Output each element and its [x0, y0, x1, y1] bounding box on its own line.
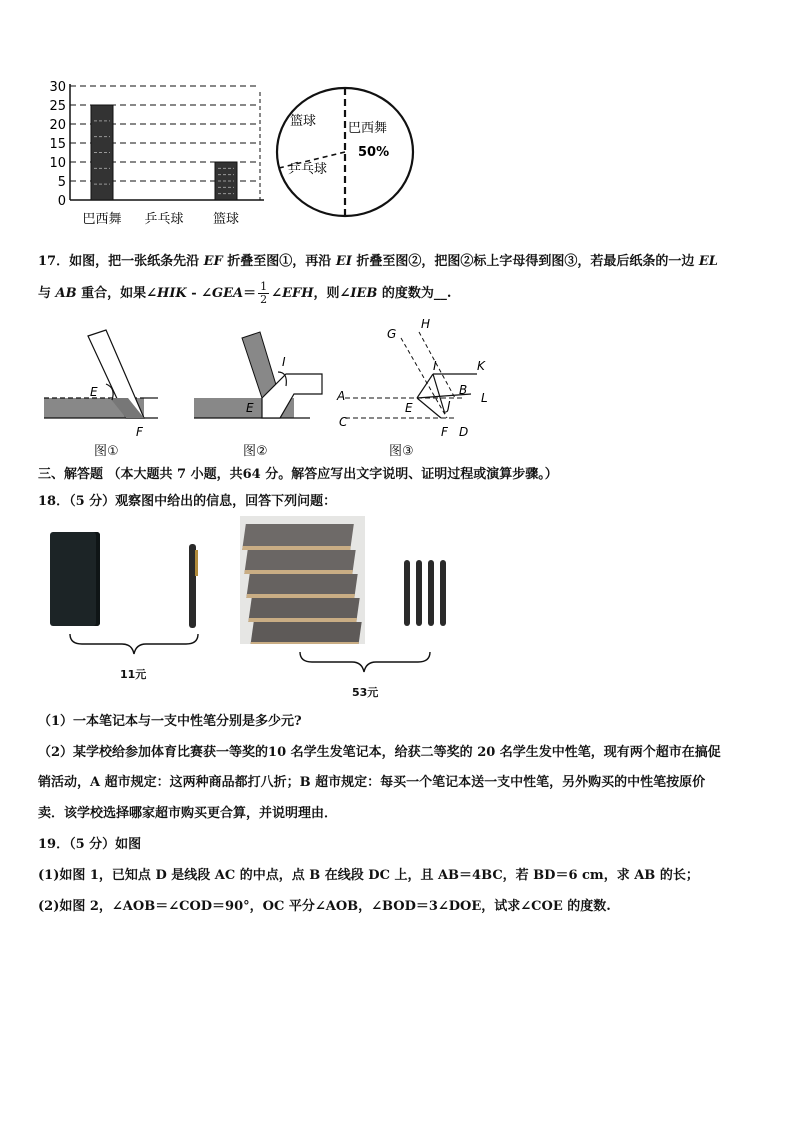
pie-label-brazil-dance: 巴西舞	[348, 121, 388, 136]
bar-chart	[40, 78, 270, 230]
y-tick-label: 20	[49, 118, 66, 133]
q18-sub2-line3: 卖．该学校选择哪家超市购买更合算，并说明理由．	[38, 806, 338, 821]
y-tick-label: 30	[49, 80, 66, 95]
q19-part2: (2)如图 2，∠AOB＝∠COD＝90°，OC 平分∠AOB，∠BOD＝3∠DOE，试求∠COE 的度数.	[38, 899, 611, 914]
svg-text:F: F	[441, 425, 448, 439]
q18-sub2-line1: （2）某学校给参加体育比赛获一等奖的10 名学生发笔记本，给获二等奖的 20 名学生发中性笔，现有两个超市在搞促	[38, 745, 721, 760]
q19-title: 19．（5 分）如图	[38, 837, 142, 852]
four-pens-image	[402, 560, 452, 628]
svg-text:G: G	[387, 327, 397, 341]
q18-sub2-line2: 销活动，A 超市规定：这两种商品都打八折；B 超市规定：每买一个笔记本送一支中性笔，另外购买的中性笔按原价	[38, 775, 706, 790]
notebook-image	[50, 532, 100, 626]
q17-line1: 17．如图，把一张纸条先沿 EF 折叠至图①，再沿 EI 折叠至图②，把图②标上字母得到图③，若最后纸条的一边 EL	[38, 254, 718, 269]
svg-text:B: B	[459, 383, 468, 397]
y-tick-label: 25	[49, 99, 66, 114]
svg-text:E: E	[90, 385, 98, 399]
q17-figure-2	[190, 326, 330, 438]
svg-text:L: L	[481, 391, 488, 405]
y-tick-label: 10	[49, 156, 66, 171]
pie-label-pingpong: 乒乓球	[288, 162, 328, 177]
pie-label-basketball: 篮球	[290, 114, 317, 129]
y-tick-label: 5	[57, 175, 66, 190]
svg-text:J: J	[447, 399, 451, 413]
price-label-11: 11元	[120, 668, 147, 681]
fig3-caption: 图③	[389, 444, 414, 459]
brace-2	[298, 650, 432, 676]
svg-text:I: I	[282, 355, 286, 369]
svg-text:D: D	[459, 425, 469, 439]
pie-chart	[270, 80, 420, 225]
q17-line2: 与 AB 重合，如果∠HIK - ∠GEA＝ $\frac{1}{2}$ ∠EFH，则∠IEB 的度数为__.	[38, 280, 452, 306]
q17-figure-1	[40, 326, 170, 438]
svg-text:K: K	[477, 359, 485, 373]
svg-text:E: E	[405, 401, 413, 415]
x-category-label: 巴西舞	[82, 212, 122, 227]
svg-text:F: F	[136, 425, 143, 438]
y-tick-label: 15	[49, 137, 66, 152]
svg-text:C: C	[339, 415, 348, 429]
bar-chart-bars	[82, 105, 239, 227]
brace-1	[68, 632, 200, 658]
svg-text:A: A	[337, 389, 346, 403]
q17-figure-3	[335, 314, 500, 440]
pie-label-percent: 50%	[358, 145, 390, 160]
svg-text:E: E	[246, 401, 254, 415]
q18-sub1: （1）一本笔记本与一支中性笔分别是多少元?	[38, 714, 302, 729]
fig2-caption: 图②	[243, 444, 268, 459]
section-3-heading: 三、解答题 （本大题共 7 小题，共64 分。解答应写出文字说明、证明过程或演算步骤。）	[38, 467, 558, 482]
pen-image	[186, 544, 200, 628]
fraction-one-half: $\frac{1}{2}$	[260, 280, 268, 306]
x-category-label: 篮球	[212, 212, 240, 227]
q19-part1: (1)如图 1，已知点 D 是线段 AC 的中点，点 B 在线段 DC 上，且 AB＝4BC，若 BD＝6 cm，求 AB 的长；	[38, 868, 699, 883]
svg-text:H: H	[421, 317, 431, 331]
notebook-stack-image	[240, 516, 365, 644]
svg-text:I: I	[433, 359, 437, 373]
x-category-label: 乒乓球	[144, 212, 184, 227]
fig1-caption: 图①	[94, 444, 119, 459]
price-label-53: 53元	[352, 686, 379, 699]
y-tick-label: 0	[57, 194, 66, 209]
q18-title: 18．（5 分）观察图中给出的信息，回答下列问题：	[38, 494, 337, 509]
